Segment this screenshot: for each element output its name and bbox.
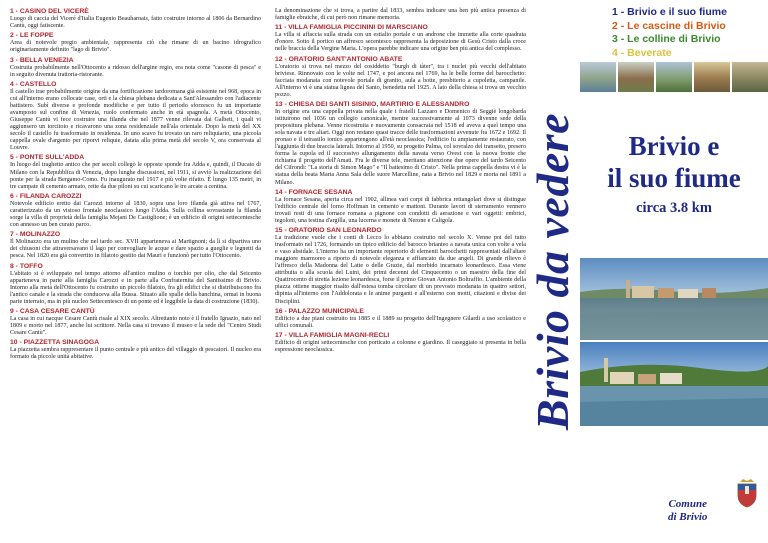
- poi-section: [10, 308, 261, 337]
- route-length: circa 3.8 km: [636, 200, 712, 216]
- poi-description: Edificio a due piani costruito tra 1885 e il 1889 su progetto dell'Ingegnere Gilardi a uso scolastico e uffici comunali.: [275, 315, 526, 329]
- strip-photo-5: [732, 62, 768, 92]
- poi-section: [275, 189, 526, 225]
- cover-panel: [580, 0, 768, 543]
- poi-section: [10, 339, 261, 361]
- photo-riverside-town: [580, 258, 768, 340]
- poi-title: 9 - CASA CESARE CANTÙ: [10, 307, 95, 315]
- comune-label: Comune di Brivio: [668, 498, 708, 523]
- poi-description: La fornace Sesana, aperta circa nel 1902, allinea vari corpi di fabbrica rettangolari dove si distingue l'edificio centrale del forno Hoffman in cemento e mattoni. Durante lavori di sterramento vennero trovati resti di una fornace romana a pignone con condotti di aerazione e vari oggetti: embrici, tegoloni, una testina d'argilla, una lucerna e monete di Nerone e Caligola.: [275, 196, 526, 224]
- photo-river-village: [580, 342, 768, 426]
- strip-photo-2: [618, 62, 654, 92]
- poi-description: In origine era una cappella privata nella quale i fratelli Lazzaro e Domenico di Seggiè longobarda istituirono nel 1036 un collegio canonicale, mentre successivamente al 1073 divenne sede della prepositura plebana. Venne ricostruita e nuovamente consacrata nel 1518 ed aveva a quel tempo una sola navata e tre altari. Oggi non restano quasi tracce delle trasformazioni avvenute fra 1672 e 1692. Il pronao e il tetrastilo ionico appartengono all'età neoclassica; l'edificio fu ampiamente restaurato, con l'aggiunta di due braccia laterali. Intorno al 1950, su progetto Palma, col sovralzo del transetto, presero forma la cupola ed il successivo allungamento della navata verso Ovest con la nuova fronte che richiama il progetto dell'Amati. Fra le diverse tele, meritano attenzione due opere del tardo Seicento del Cifrondi: "La storia di Simon Mago" e "Il battesimo di Cristo". Nella prima cappella destra vi è la statua della beata Maria Anna Sala delle suore Marcelline, nata a Brivio nel 1829 e morta nel 1891 a Milano.: [275, 109, 526, 186]
- poi-title: 6 - FILANDA CAROZZI: [10, 192, 82, 200]
- route-item-4: 4 - Beverate: [612, 46, 672, 59]
- poi-title: 4 - CASTELLO: [10, 80, 57, 88]
- poi-title: 17 - VILLA FAMIGLIA MAGNI-RECLI: [275, 332, 390, 340]
- poi-description: Luogo di caccia del Viceré d'Italia Eugenio Beauharnais, fatto costruire intorno al 1806 da Bernardino Cantù, oggi fatiscente.: [10, 16, 261, 30]
- photo-strip: [580, 62, 768, 92]
- poi-section: [275, 101, 526, 187]
- strip-photo-4: [694, 62, 730, 92]
- route-item-3: 3 - Le colline di Brivio: [612, 33, 721, 45]
- poi-title: 15 - ORATORIO SAN LEONARDO: [275, 227, 382, 235]
- poi-title: 2 - LE FOPPE: [10, 32, 54, 40]
- route-item-2: 2 - Le cascine di Brivio: [612, 19, 726, 32]
- poi-section: [10, 57, 261, 79]
- poi-title: 11 - VILLA FAMIGLIA PICCININI DI MARSCIANO: [275, 24, 428, 32]
- poi-description: Area di notevole pregio ambientale, rappresenta ciò che rimane di un bacino idrografico originariamente definito "lago di Brivio".: [10, 40, 261, 54]
- poi-title: 12 - ORATORIO SANT'ANTONIO ABATE: [275, 55, 403, 63]
- poi-section: [10, 231, 261, 260]
- poi-description: L'oratorio si trova nel mezzo del cosiddetto "burgh di tàter", tra i nuclei più vecchi dell'abitato briviese. Rinnovato con le volte nel 1747, e poi ancora nel 1769, ha le belle forme del barocchetto: facciata modanata con notevole portale di granito, aula a botte, presbiterio a cupoletta, campanile. All'interno vi è una statua lignea del Santo, benedetta nel 1925. A lato della chiesa si trova un vecchio pozzo.: [275, 63, 526, 98]
- vertical-title: Brivio da vedere: [527, 112, 579, 431]
- left-text-column: [10, 8, 261, 364]
- poi-section: [275, 24, 526, 53]
- poi-description: La casa in cui nacque Cesare Cantù risale al XIX secolo. Altrettanto noto è il fratello Ignazio, nato nel 1809 e morto nel 1877, anche lui scrittore. Nella casa si trovano il museo e la sede del "Centro Studi Cesare Cantù".: [10, 315, 261, 337]
- poi-description: Notevole edificio eretto dai Carozzi intorno al 1830, sopra una loro filanda già attiva nel 1767, caratterizzato da un vistoso frontale neoclassico lungo l'Adda. Sulla collina sovrastante la filanda sorge la villa di proprietà della famiglia Mejani De Castiglione; è un edificio di origini settecentesche con annesso un ben curato parco.: [10, 200, 261, 228]
- poi-title: 14 - FORNACE SESANA: [275, 188, 353, 196]
- route-menu: [612, 6, 727, 60]
- poi-description: La piazzetta sembra rappresentare il punto centrale e più antico del villaggio di pescatori. Il nucleo era formato da piccole unità abitative.: [10, 347, 261, 361]
- poi-title: 3 - BELLA VENEZIA: [10, 56, 74, 64]
- poi-section: [10, 8, 261, 30]
- section-10-continuation: La denominazione che si trova, a partire dal 1833, sembra indicare una ben più antica presenza di famiglie ebraiche, di cui però non rimane memoria.: [275, 8, 526, 22]
- poi-section: [275, 56, 526, 99]
- poi-section: [275, 332, 526, 354]
- poi-title: 10 - PIAZZETTA SINAGOGA: [10, 339, 100, 347]
- poi-title: 1 - CASINO DEL VICERÈ: [10, 8, 89, 15]
- poi-description: Edificio di origini settecentesche con porticato a colonne e giardino. Il caseggiato si presenta in bella espressione neoclassica.: [275, 340, 526, 354]
- poi-description: L'abitato si è sviluppato nel tempo attorno all'antico mulino o torchio per olio, che dal Seicento apparteneva in parte alla famiglia Carozzi e in parte alla Confraternita del Santissimo di Brivio. Intorno alla metà dell'Ottocento fu costruito un piccolo filatoio, fra gli edifici che si distribuiscono fra l'antico canale e la strada che conduceva alla Bussa. Situato alle spalle della banchina, ormai in buona parte interrato, ma in più nucleo Settecentesco di un ponte ed è leggibile la data di costruzione (1830).: [10, 270, 261, 305]
- poi-section: [275, 227, 526, 305]
- strip-photo-1: [580, 62, 616, 92]
- strip-photo-3: [656, 62, 692, 92]
- poi-section: [10, 154, 261, 190]
- poi-description: Costruita probabilmente nell'Ottocento a ridosso dell'argine regio, era nota come "casone di pesca" e in seguito divenuta trattoria-ristorante.: [10, 64, 261, 78]
- poi-description: In luogo del traghetto antico che per secoli collegò le opposte sponde fra Adda e, quindi, il Ducato di Milano con la Repubblica di Venezia, dopo lunghe discussioni, nel 1911, si avviò la realizzazione del ponte per la strada Bergamo-Como. Fu inaugurato nel 1917 e più volte rifatto. È lungo 135 metri, in tre campate di cemento armato, rette da due piloni su cui scaricano le tre arcate a centina.: [10, 162, 261, 190]
- poi-section: [10, 32, 261, 54]
- poi-title: 7 - MOLINAZZO: [10, 231, 61, 239]
- poi-description: La tradizione vuole che i conti di Lecco lo abbiano costruito nel secolo X. Venne poi del tutto trasformato nel 1726, formando un tipico edificio del barocco brianteo a navata unica con volte a vela e vaso absidale. L'interno ha un importante repertorio di elementi barocchetti rappresentati dall'altare maggiore marmoreo a riporto di notevole eleganza e affiancato da due angeli. Di grande rilievo è l'affresco della Madonna del Latte o delle Grazie, dal morbido incarnato leonardesco. Essa viene attribuita o alla scuola del Luini, dei primi decenni del Cinquecento o un maestro della fine del Quattrocento di stretta lezione leonardesca, forse il primo Giovan Antonio Boltraffio. L'ambiente della piazza ottiene maggior risalto dall'estesa tomba circolare di un prevosto modanata in quattro settori, dipinta all'interno con l'Addolorata e le anime purganti e all'esterno con motti, citazioni e divise dei Disciplini.: [275, 235, 526, 305]
- poi-section: [10, 193, 261, 229]
- cover-title: Brivio e il suo fiume: [607, 131, 741, 193]
- route-item-1: 1 - Brivio e il suo fiume: [612, 6, 727, 18]
- town-crest-icon: [735, 478, 759, 508]
- poi-description: Il Molinazzo era un mulino che nel tardo sec. XVII apparteneva ai Martignoni; da lì si dipartiva uno dei chiusoni che attraversavano il lago per convogliare le acque e dare spazio a gueglie e legnetti da pesca. Nel 1820 era già convertito in filatoio gestito dai Mauri e funzionò per tutto l'Ottocento.: [10, 239, 261, 260]
- poi-section: [10, 81, 261, 152]
- poi-title: 13 - CHIESA DEI SANTI SISINIO, MARTIRIO E ALESSANDRO: [275, 101, 470, 109]
- poi-title: 8 - TOFFO: [10, 262, 43, 270]
- poi-title: 5 - PONTE SULL'ADDA: [10, 154, 85, 162]
- middle-text-column: [275, 8, 526, 356]
- poi-title: 16 - PALAZZO MUNICIPALE: [275, 307, 364, 315]
- poi-description: La villa si affaccia sulla strada con un estialio portale e un androne che immette alla corte quadrata d'onore. Sotto il portico un affresco secentesco rappresenta la deposizione di Gesù Cristo dalla croce nelle braccia della Vergine Maria. L'opera parebbe indicare una origine ben più antica del complesso.: [275, 32, 526, 53]
- poi-description: Il castello trae probabilmente origine da una fortificazione tardoromana già esistente nel 968, epoca in cui all'interno erano collocate case, orti e la chiesa plebana dedicata a Sant'Alessandro con l'adiacente battistero. Subì diverse e profonde modifiche e per tutto il periodo sforzesco fu un importante avamposto sul confine di Venezia, ruolo confermato anche in età spagnola. A metà Ottocento, Giuseppe Cantù vi fece costruire una filanda che nel 1877 venne rilevata dai Galbett, i quali vi aggiunsero un torcitoio e ricavarono una zona residenziale nell'ala orientale. Dopo la metà del XX secolo il castello fu trasformato in residenza. In uno scavo fu trovato un raro reliquiario, una piccola cappella ovale d'argento per riporvi reliquie, datata alla prima metà del secolo V, ora conservata al Louvre.: [10, 88, 261, 152]
- poi-section: [275, 308, 526, 330]
- poi-section: [10, 263, 261, 306]
